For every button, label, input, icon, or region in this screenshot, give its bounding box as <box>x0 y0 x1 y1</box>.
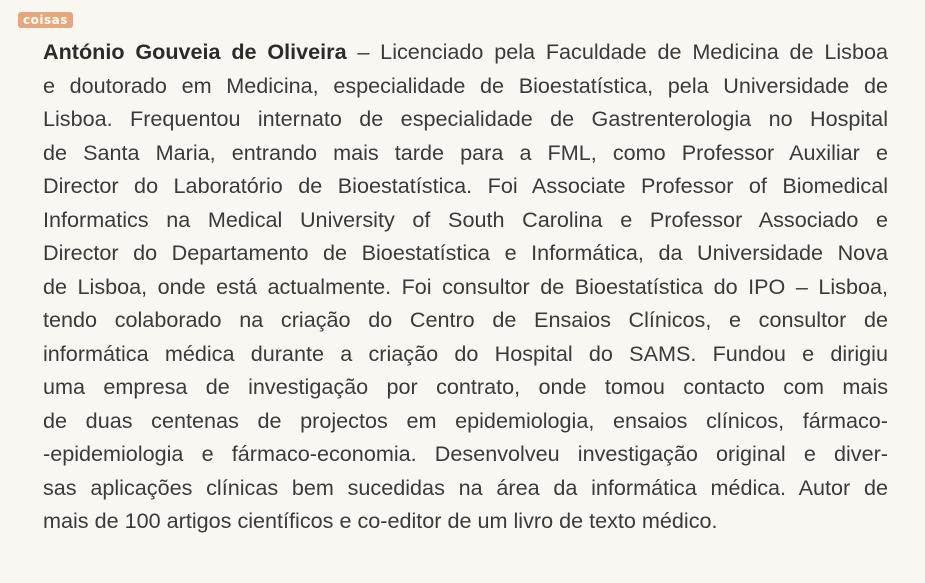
bio-line: de Lisboa, onde está actualmente. Foi consultor de Bioestatística do IPO – Lisboa, <box>43 273 888 299</box>
bio-line: Director do Departamento de Bioestatística e Informática, da Universidade Nova <box>43 240 888 265</box>
author-name: António Gouveia de Oliveira <box>43 39 347 64</box>
bio-line <box>43 35 888 69</box>
bio-line: sas aplicações clínicas bem sucedidas na área da informática médica. Autor de <box>43 474 888 500</box>
bio-line: de duas centenas de projectos em epidemiologia, ensaios clínicos, fármaco- <box>43 407 888 433</box>
section-badge: coisas <box>18 12 73 28</box>
bio-line: Director do Laboratório de Bioestatística. Foi Associate Professor of Biomedical <box>43 173 888 198</box>
bio-line: Informatics na Medical University of South Carolina e Professor Associado e <box>43 206 888 232</box>
bio-line: mais de 100 artigos científicos e co-editor de um livro de texto médico. <box>43 508 718 533</box>
bio-line-text: – Licenciado pela Faculdade de Medicina de Lisboa <box>346 39 888 64</box>
author-bio <box>43 35 888 538</box>
bio-line: e doutorado em Medicina, especialidade de Bioestatística, pela Universidade de <box>43 72 888 98</box>
bio-line: informática médica durante a criação do Hospital do SAMS. Fundou e dirigiu <box>43 340 888 366</box>
bio-line: Lisboa. Frequentou internato de especialidade de Gastrenterologia no Hospital <box>43 106 888 131</box>
bio-line: uma empresa de investigação por contrato, onde tomou contacto com mais <box>43 374 888 399</box>
bio-line: de Santa Maria, entrando mais tarde para a FML, como Professor Auxiliar e <box>43 139 888 165</box>
bio-line: -epidemiologia e fármaco-economia. Desenvolveu investigação original e diver- <box>43 441 888 466</box>
bio-line: tendo colaborado na criação do Centro de Ensaios Clínicos, e consultor de <box>43 307 888 332</box>
